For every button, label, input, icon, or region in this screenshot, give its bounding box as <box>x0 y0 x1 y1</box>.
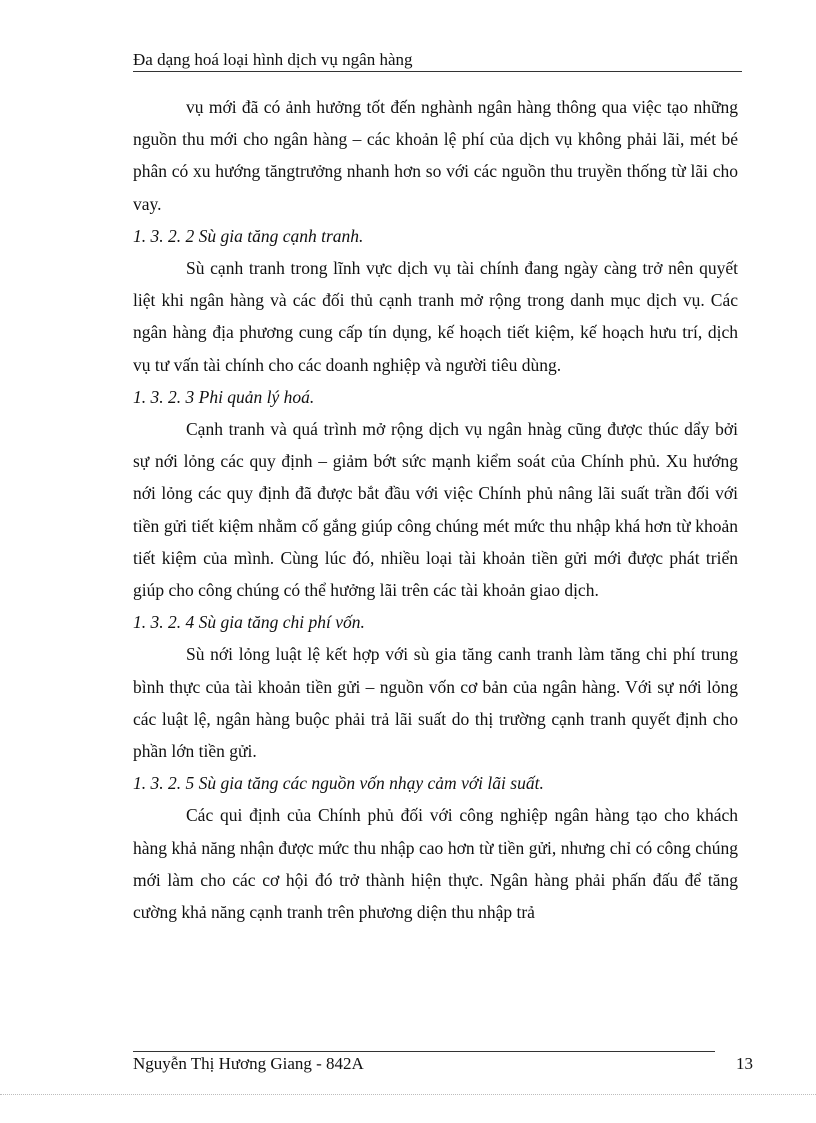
header-rule <box>133 71 742 72</box>
footer-author: Nguyễn Thị Hương Giang - 842A <box>133 1054 364 1073</box>
section-heading-1-3-2-5: 1. 3. 2. 5 Sù gia tăng các nguồn vốn nhạy cảm với lãi suất. <box>133 773 544 794</box>
footer-rule <box>133 1051 715 1052</box>
section-heading-1-3-2-3: 1. 3. 2. 3 Phi quản lý hoá. <box>133 386 315 407</box>
paragraph-deregulation: Cạnh tranh và quá trình mở rộng dịch vụ ngân hnàg cũng được thúc dẩy bởi sự nới lỏng các quy định – giảm bớt sức mạnh kiểm soát của Chính phủ. Xu hướng nới lỏng các quy định đã được bắt đầu với việc Chính phủ nâng lãi suất trần đối với tiền gửi tiết kiệm nhằm cố gắng giúp công chúng mét mức thu nhập khá hơn từ khoản tiết kiệm của mình. Cùng lúc đó, nhiều loại tài khoản tiền gửi mới được phát triển giúp cho công chúng có thể hưởng lãi trên các tài khoản giao dịch. <box>133 419 738 601</box>
paragraph-capital-cost: Sù nới lỏng luật lệ kết hợp với sù gia tăng canh tranh làm tăng chi phí trung bình thực của tài khoản tiền gửi – nguồn vốn cơ bản của ngân hàng. Với sự nới lỏng các luật lệ, ngân hàng buộc phải trả lãi suất do thị trường cạnh tranh quyết định cho phần lớn tiền gửi. <box>133 644 738 762</box>
page-number: 13 <box>736 1054 753 1073</box>
page-bottom-divider <box>0 1094 816 1095</box>
paragraph-competition: Sù cạnh tranh trong lĩnh vực dịch vụ tài chính đang ngày càng trở nên quyết liệt khi ngân hàng và các đối thủ cạnh tranh mở rộng trong danh mục dịch vụ. Các ngân hàng địa phương cung cấp tín dụng, kế hoạch tiết kiệm, kế hoạch hưu trí, dịch vụ tư vấn tài chính cho các doanh nghiệp và người tiêu dùng. <box>133 258 738 375</box>
document-body <box>133 91 738 928</box>
section-heading-1-3-2-4: 1. 3. 2. 4 Sù gia tăng chi phí vốn. <box>133 612 365 633</box>
header-title: Đa dạng hoá loại hình dịch vụ ngân hàng <box>133 50 413 69</box>
paragraph-continuation: vụ mới đã có ảnh hưởng tốt đến nghành ngân hàng thông qua việc tạo những nguồn thu mới cho ngân hàng – các khoản lệ phí của dịch vụ không phải lãi, mét bé phân có xu hướng tăngtrưởng nhanh hơn so với các nguồn thu truyền thống từ lãi cho vay. <box>133 97 738 214</box>
paragraph-rate-sensitive-funds: Các qui định của Chính phủ đối với công nghiệp ngân hàng tạo cho khách hàng khả năng nhận được mức thu nhập cao hơn từ tiền gửi, nhưng chỉ có công chúng mới làm cho các cơ hội đó trở thành hiện thực. Ngân hàng phải phấn đấu để tăng cường khả năng cạnh tranh trên phương diện thu nhập trả <box>133 805 738 923</box>
section-heading-1-3-2-2: 1. 3. 2. 2 Sù gia tăng cạnh tranh. <box>133 225 364 246</box>
